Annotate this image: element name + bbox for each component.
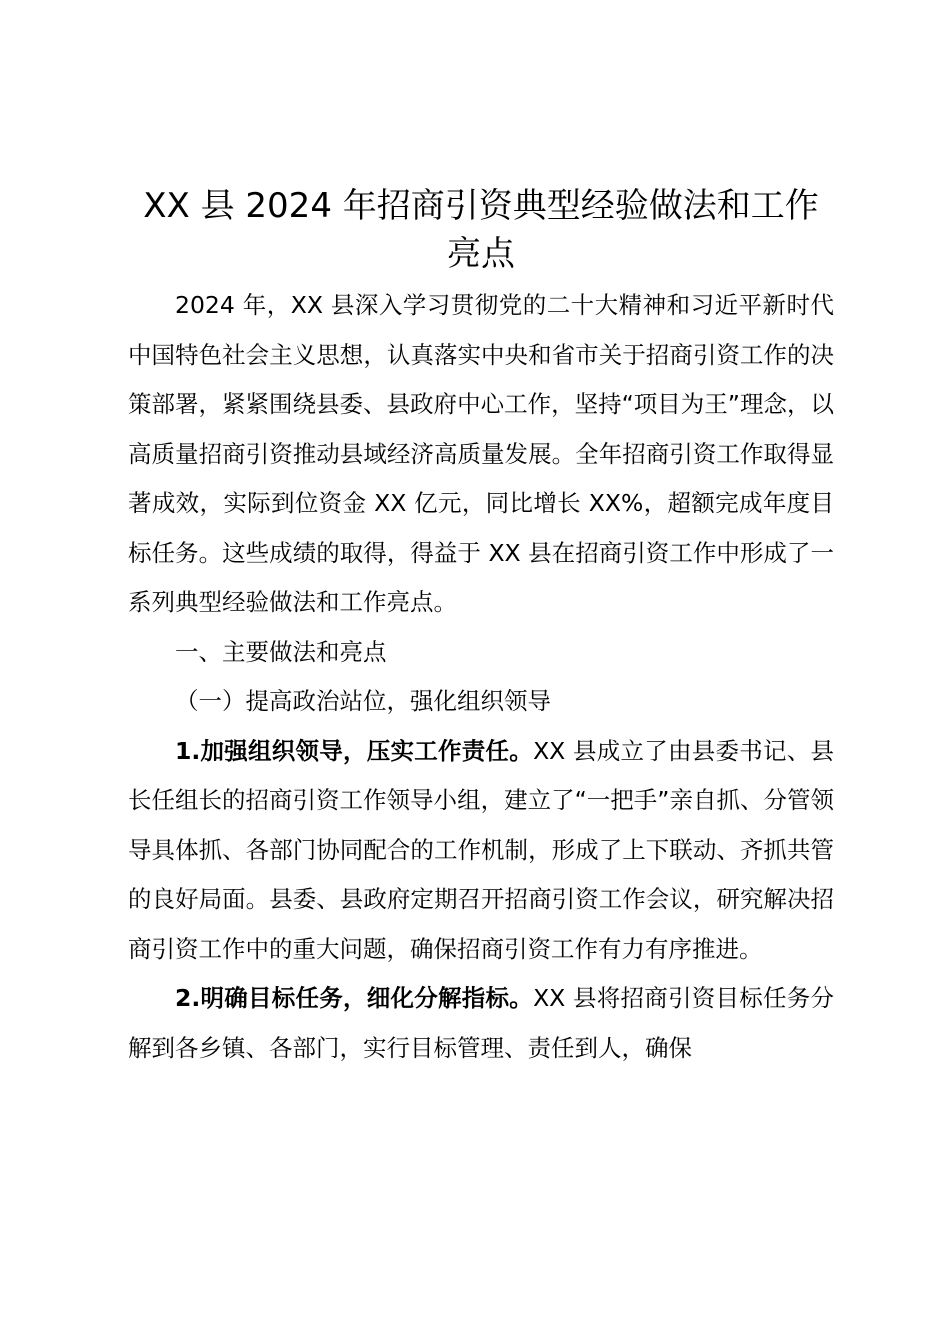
item-2-lead: 2.明确目标任务，细化分解指标。 [175,984,534,1012]
document-body [128,281,834,1073]
title-line-1: XX 县 2024 年招商引资典型经验做法和工作 [143,186,819,226]
item-paragraph-2 [128,974,834,1073]
item-2-text: XX 县将招商引资目标任务分解到各乡镇、各部门，实行目标管理、责任到人，确保 [128,984,834,1062]
item-1-text: XX 县成立了由县委书记、县长任组长的招商引资工作领导小组，建立了“一把手”亲自抓、分管领导具体抓、各部门协同配合的工作机制，形成了上下联动、齐抓共管的良好局面。县委、县政府定期召开招商引资工作会议，研究解决招商引资工作中的重大问题，确保招商引资工作有力有序推进。 [128,736,834,963]
item-1-lead: 1.加强组织领导，压实工作责任。 [175,736,534,765]
intro-paragraph: 2024 年，XX 县深入学习贯彻党的二十大精神和习近平新时代中国特色社会主义思想，认真落实中央和省市关于招商引资工作的决策部署，紧紧围绕县委、县政府中心工作，坚持“项目为王”理念，以高质量招商引资推动县域经济高质量发展。全年招商引资工作取得显著成效，实际到位资金 XX 亿元，同比增长 XX%，超额完成年度目标任务。这些成绩的取得，得益于 XX 县在招商引资工作中形成了一系列典型经验做法和工作亮点。 [128,291,834,616]
item-paragraph-1 [128,727,834,975]
document-title [118,182,844,278]
subsection-heading: （一）提高政治站位，强化组织领导 [175,687,551,715]
title-line-2: 亮点 [447,234,515,274]
section-heading: 一、主要做法和亮点 [175,637,387,666]
